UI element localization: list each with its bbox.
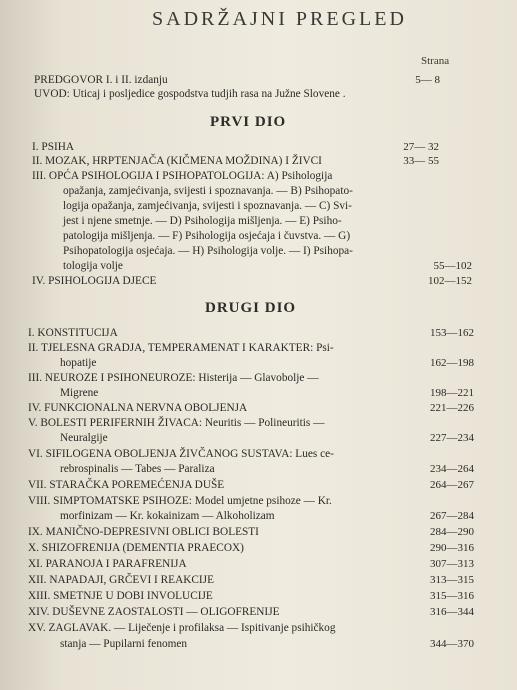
section-heading: DRUGI DIO <box>205 300 297 316</box>
toc-line: tologija volje <box>63 260 123 272</box>
toc-page: 5— 8 <box>415 74 440 86</box>
toc-line: X. SHIZOFRENIJA (DEMENTIA PRAECOX) <box>28 542 244 554</box>
toc-line: VI. SIFILOGENA OBOLJENJA ŽIVČANOG SUSTAVA: Lues ce- <box>28 448 334 460</box>
toc-line: IV. FUNKCIONALNA NERVNA OBOLJENJA <box>28 402 248 414</box>
page-title: SADRŽAJNI PREGLED <box>152 8 407 30</box>
toc-page: 102—152 <box>428 275 472 287</box>
toc-line: I. KONSTITUCIJA <box>28 327 118 339</box>
toc-page: 162—198 <box>430 357 474 369</box>
toc-page: 313—315 <box>430 574 474 586</box>
toc-line: V. BOLESTI PERIFERNIH ŽIVACA: Neuritis — Polineuritis — <box>28 417 325 429</box>
toc-line: jest i njene smetnje. — D) Psihologija mišljenja. — E) Psiho- <box>63 215 342 227</box>
toc-line: XI. PARANOJA I PARAFRENIJA <box>28 558 187 570</box>
toc-line: Psihopatologija osjećaja. — H) Psihologija volje. — I) Psihopa- <box>63 245 353 257</box>
toc-page: 284—290 <box>430 526 474 538</box>
section-heading: PRVI DIO <box>210 114 287 130</box>
toc-line: II. MOZAK, HRPTENJAČA (KIČMENA MOŽDINA) I ŽIVCI <box>32 155 322 167</box>
toc-line: XIV. DUŠEVNE ZAOSTALOSTI — OLIGOFRENIJE <box>28 606 280 618</box>
toc-page: 307—313 <box>430 558 474 570</box>
toc-line: morfinizam — Kr. kokainizam — Alkoholizam <box>60 510 275 522</box>
toc-line: II. TJELESNA GRADJA, TEMPERAMENAT I KARAKTER: Psi- <box>28 342 334 354</box>
toc-line: Neuralgije <box>60 432 108 444</box>
toc-page: 234—264 <box>430 463 474 475</box>
toc-page: 344—370 <box>430 638 474 650</box>
toc-page: 264—267 <box>430 479 474 491</box>
toc-line: rebrospinalis — Tabes — Paraliza <box>60 463 215 475</box>
toc-line: stanja — Pupilarni fenomen <box>60 638 188 650</box>
toc-page: 267—284 <box>430 510 474 522</box>
toc-page: 55—102 <box>433 260 472 272</box>
toc-line: UVOD: Uticaj i posljedice gospodstva tudjih rasa na Južne Slovene . <box>34 88 346 100</box>
toc-line: Migrene <box>60 387 99 399</box>
toc-line: XV. ZAGLAVAK. — Liječenje i profilaksa — Ispitivanje psihičkog <box>28 622 336 634</box>
toc-line: I. PSIHA <box>32 141 75 153</box>
toc-page: 198—221 <box>430 387 474 399</box>
toc-page: 33— 55 <box>403 155 439 167</box>
toc-line: IX. MANIČNO-DEPRESIVNI OBLICI BOLESTI <box>28 526 259 538</box>
toc-line: hopatije <box>60 357 97 369</box>
toc-line: III. NEUROZE I PSIHONEUROZE: Histerija — Glavobolje — <box>28 372 319 384</box>
toc-line: VII. STARAČKA POREMEĆENJA DUŠE <box>28 479 225 491</box>
toc-line: III. OPĆA PSIHOLOGIJA I PSIHOPATOLOGIJA: A) Psihologija <box>32 170 333 182</box>
toc-line: VIII. SIMPTOMATSKE PSIHOZE: Model umjetne psihoze — Kr. <box>28 495 332 507</box>
toc-line: IV. PSIHOLOGIJA DJECE <box>32 275 157 287</box>
toc-page: 315—316 <box>430 590 474 602</box>
toc-page: 27— 32 <box>403 141 439 153</box>
toc-page: 290—316 <box>430 542 474 554</box>
toc-page: 316—344 <box>430 606 474 618</box>
toc-line: XIII. SMETNJE U DOBI INVOLUCIJE <box>28 590 213 602</box>
toc-line: logija opažanja, zamjećivanja, svijesti i spoznavanja. — C) Svi- <box>63 200 352 212</box>
toc-line: opažanja, zamjećivanja, svijesti i spoznavanja. — B) Psihopato- <box>63 185 353 197</box>
toc-page: 227—234 <box>430 432 474 444</box>
toc-page: 221—226 <box>430 402 474 414</box>
toc-line: patologija mišljenja. — F) Psihologija osjećaja i čuvstva. — G) <box>63 230 351 242</box>
toc-line: PREDGOVOR I. i II. izdanju <box>34 74 168 86</box>
toc-page: 153—162 <box>430 327 474 339</box>
page-column-header: Strana <box>421 55 450 67</box>
toc-line: XII. NAPADAJI, GRČEVI I REAKCIJE <box>28 574 214 586</box>
